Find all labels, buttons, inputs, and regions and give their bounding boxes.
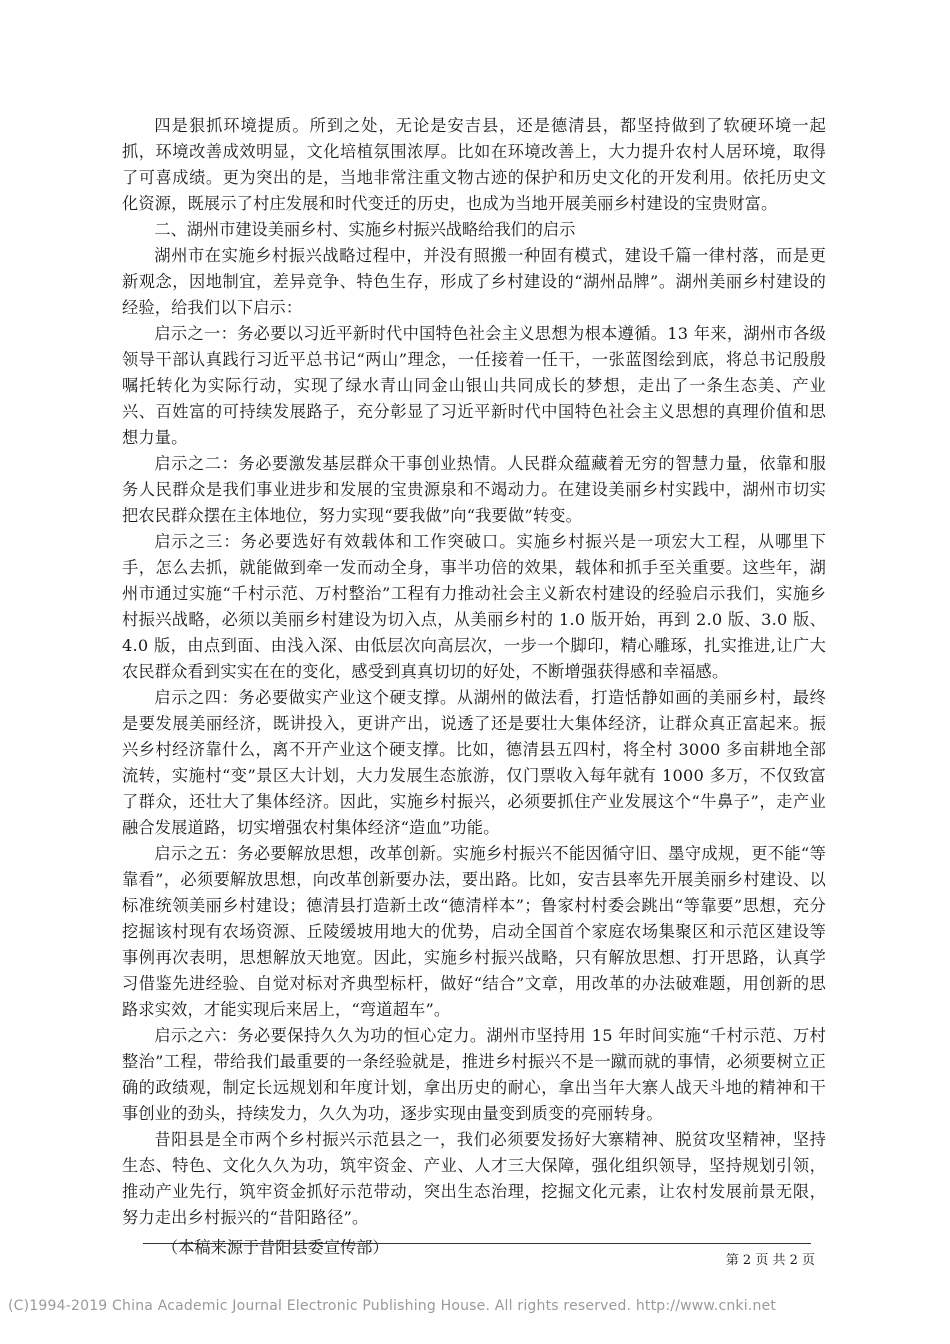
- footer-divider: [143, 1243, 811, 1244]
- section-heading: 二、湖州市建设美丽乡村、实施乡村振兴战略给我们的启示: [154, 220, 576, 239]
- paragraph-insight-5: 启示之五：务必要解放思想，改革创新。实施乡村振兴不能因循守旧、墨守成规，更不能“等靠看”，必须要解放思想，向改革创新要办法，要出路。比如，安吉县率先开展美丽乡村建设、以标准统领美丽乡村建设；德清县打造新土改“德清样本”；鲁家村村委会跳出“等靠要”思想，充分挖掘该村现有农场资源、丘陵缓坡用地大的优势，启动全国首个家庭农场集聚区和示范区建设等事例再次表明，思想解放天地宽。因此，实施乡村振兴战略，只有解放思想、打开思路，认真学习借鉴先进经验、自觉对标对齐典型标杆，做好“结合”文章，用改革的办法破难题，用创新的思路求实效，才能实现后来居上，“弯道超车”。: [122, 844, 826, 1019]
- paragraph-insight-3: 启示之三：务必要选好有效载体和工作突破口。实施乡村振兴是一项宏大工程，从哪里下手，怎么去抓，就能做到牵一发而动全身，事半功倍的效果，载体和抓手至关重要。这些年，湖州市通过实施“千村示范、万村整治”工程有力推动社会主义新农村建设的经验启示我们，实施乡村振兴战略，必须以美丽乡村建设为切入点，从美丽乡村的 1.0 版开始，再到 2.0 版、3.0 版、4.0 版，由点到面、由浅入深、由低层次向高层次，一步一个脚印，精心雕琢，扎实推进,让广大农民群众看到实实在在的变化，感受到真真切切的好处，不断增强获得感和幸福感。: [122, 532, 826, 681]
- paragraph-insight-1: 启示之一：务必要以习近平新时代中国特色社会主义思想为根本遵循。13 年来，湖州市各级领导干部认真践行习近平总书记“两山”理念，一任接着一任干，一张蓝图绘到底，将总书记殷殷嘱托转化为实际行动，实现了绿水青山同金山银山共同成长的梦想，走出了一条生态美、产业兴、百姓富的可持续发展路子，充分彰显了习近平新时代中国特色社会主义思想的真理价值和思想力量。: [122, 324, 826, 447]
- paragraph-xiyang: 昔阳县是全市两个乡村振兴示范县之一，我们必须要发扬好大寨精神、脱贫攻坚精神，坚持生态、特色、文化久久为功，筑牢资金、产业、人才三大保障，强化组织领导，坚持规划引领，推动产业先行，筑牢资金抓好示范带动，突出生态治理，挖掘文化元素，让农村发展前景无限，努力走出乡村振兴的“昔阳路径”。: [122, 1130, 826, 1227]
- paragraph-insight-2: 启示之二：务必要激发基层群众干事创业热情。人民群众蕴藏着无穷的智慧力量，依靠和服务人民群众是我们事业进步和发展的宝贵源泉和不竭动力。在建设美丽乡村实践中，湖州市切实把农民群众摆在主体地位，努力实现“要我做”向“我要做”转变。: [122, 454, 826, 525]
- paragraph-insight-6: 启示之六：务必要保持久久为功的恒心定力。湖州市坚持用 15 年时间实施“千村示范、万村整治”工程，带给我们最重要的一条经验就是，推进乡村振兴不是一蹴而就的事情，必须要树立正确的政绩观，制定长远规划和年度计划，拿出历史的耐心，拿出当年大寨人战天斗地的精神和干事创业的劲头，持续发力，久久为功，逐步实现由量变到质变的亮丽转身。: [122, 1026, 826, 1123]
- page-number: 第 2 页 共 2 页: [725, 1253, 815, 1268]
- paragraph-intro: 湖州市在实施乡村振兴战略过程中，并没有照搬一种固有模式，建设千篇一律村落，而是更新观念，因地制宜，差异竞争、特色生存，形成了乡村建设的“湖州品牌”。湖州美丽乡村建设的经验，给我们以下启示：: [122, 246, 826, 317]
- paragraph-insight-4: 启示之四：务必要做实产业这个硬支撑。从湖州的做法看，打造恬静如画的美丽乡村，最终是要发展美丽经济，既讲投入，更讲产出，说透了还是要壮大集体经济，让群众真正富起来。振兴乡村经济靠什么，离不开产业这个硬支撑。比如，德清县五四村，将全村 3000 多亩耕地全部流转，实施村“变”景区大计划，大力发展生态旅游，仅门票收入每年就有 1000 多万，不仅致富了群众，还壮大了集体经济。因此，实施乡村振兴，必须要抓住产业发展这个“牛鼻子”，走产业融合发展道路，切实增强农村集体经济“造血”功能。: [122, 688, 826, 837]
- article-body: [122, 113, 826, 1261]
- source-note: （本稿来源于昔阳县委宣传部）: [162, 1238, 389, 1257]
- copyright-notice: (C)1994-2019 China Academic Journal Electronic Publishing House. All rights reserved. http://www.cnki.net: [8, 1298, 777, 1314]
- paragraph-env: 四是狠抓环境提质。所到之处，无论是安吉县，还是德清县，都坚持做到了软硬环境一起抓，环境改善成效明显，文化培植氛围浓厚。比如在环境改善上，大力提升农村人居环境，取得了可喜成绩。更为突出的是，当地非常注重文物古迹的保护和历史文化的开发利用。依托历史文化资源，既展示了村庄发展和时代变迁的历史，也成为当地开展美丽乡村建设的宝贵财富。: [122, 116, 826, 213]
